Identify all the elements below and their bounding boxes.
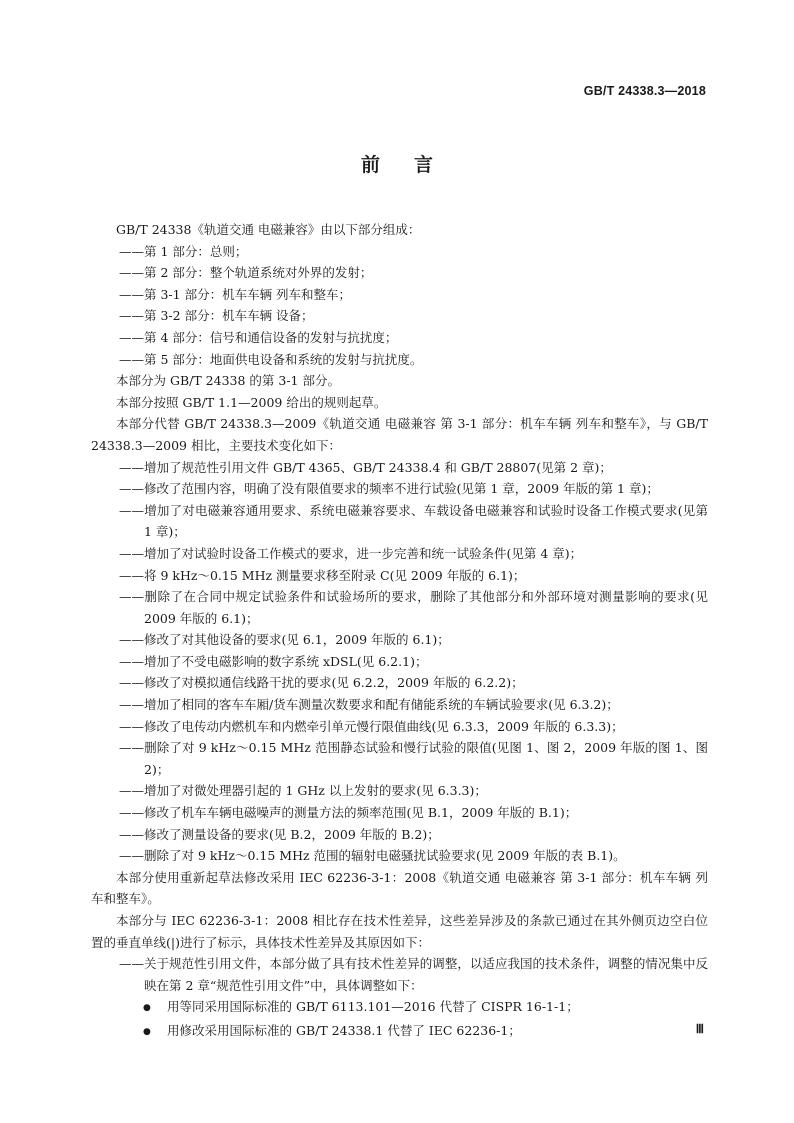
paragraph: GB/T 24338《轨道交通 电磁兼容》由以下部分组成： (116, 222, 421, 237)
em-dash-marker: —— (119, 286, 144, 302)
dash-list-item (91, 845, 708, 867)
standard-code: GB/T 24338.3—2018 (583, 84, 706, 98)
dash-list-item (91, 457, 708, 479)
list-item-text: 关于规范性引用文件，本部分做了具有技术性差异的调整，以适应我国的技术条件，调整的情况集中反映在第 2 章“规范性引用文件”中，具体调整如下： (144, 956, 708, 993)
list-item-text: 增加了相同的客车车厢/货车测量次数要求和配有储能系统的车辆试验要求(见 6.3.2)； (144, 697, 619, 713)
dash-list-item (91, 241, 708, 263)
em-dash-marker: —— (119, 459, 144, 475)
dash-list-item (91, 262, 708, 284)
dash-list-item (91, 500, 708, 543)
em-dash-marker: —— (119, 653, 144, 669)
em-dash-marker: —— (119, 589, 144, 605)
em-dash-marker: —— (119, 675, 144, 691)
list-item-text: 修改了范围内容，明确了没有限值要求的频率不进行试验(见第 1 章，2009 年版的第 1 章)； (144, 481, 659, 497)
dash-list-item (91, 478, 708, 500)
bullet-icon: ● (143, 1003, 151, 1014)
em-dash-marker: —— (119, 545, 144, 561)
paragraph: 本部分代替 GB/T 24338.3—2009《轨道交通 电磁兼容 第 3-1 部分：机车车辆 列车和整车》，与 GB/T 24338.3—2009 相比，主要技术变化如下： (91, 416, 708, 453)
list-item-text: 增加了对试验时设备工作模式的要求，进一步完善和统一试验条件(见第 4 章)； (144, 545, 583, 561)
dash-list-item (91, 824, 708, 846)
em-dash-marker: —— (119, 481, 144, 497)
em-dash-marker: —— (119, 848, 144, 864)
dash-list-item (91, 565, 708, 587)
dash-list-item (91, 586, 708, 629)
list-item-text: 删除了在合同中规定试验条件和试验场所的要求，删除了其他部分和外部环境对测量影响的要求(见 2009 年版的 6.1)； (144, 589, 708, 626)
list-item-text: 修改了对模拟通信线路干扰的要求(见 6.2.2，2009 年版的 6.2.2)； (144, 675, 524, 691)
em-dash-marker: —— (119, 567, 144, 583)
em-dash-marker: —— (119, 243, 144, 259)
dash-list-item (91, 694, 708, 716)
em-dash-marker: —— (119, 329, 144, 345)
list-item-text: 将 9 kHz～0.15 MHz 测量要求移至附录 C(见 2009 年版的 6.1)； (144, 567, 526, 583)
dash-list-item (91, 737, 708, 780)
em-dash-marker: —— (119, 718, 144, 734)
bullet-list-item (91, 1020, 708, 1044)
list-item-text: 修改了电传动内燃机车和内燃牵引单元慢行限值曲线(见 6.3.3，2009 年版的 6.3.3)； (144, 718, 624, 734)
list-item-text: 增加了规范性引用文件 GB/T 4365、GB/T 24338.4 和 GB/T 28807(见第 2 章)； (144, 459, 612, 475)
list-item-text: 增加了对微处理器引起的 1 GHz 以上发射的要求(见 6.3.3)； (144, 783, 487, 799)
em-dash-marker: —— (119, 826, 144, 842)
em-dash-marker: —— (119, 956, 144, 972)
dash-list-item (91, 543, 708, 565)
list-item-text: 第 1 部分：总则； (144, 243, 248, 259)
em-dash-marker: —— (119, 351, 144, 367)
em-dash-marker: —— (119, 502, 144, 518)
list-item-text: 第 2 部分：整个轨道系统对外界的发射； (144, 265, 373, 281)
dash-list-item (91, 284, 708, 306)
em-dash-marker: —— (119, 740, 144, 756)
em-dash-marker: —— (119, 308, 144, 324)
page-number: Ⅲ (695, 1022, 704, 1036)
em-dash-marker: —— (119, 632, 144, 648)
paragraph: 本部分与 IEC 62236-3-1：2008 相比存在技术性差异，这些差异涉及的条款已通过在其外侧页边空白位置的垂直单线(|)进行了标示，具体技术性差异及其原因如下： (91, 913, 708, 950)
em-dash-marker: —— (119, 265, 144, 281)
list-item-text: 第 5 部分：地面供电设备和系统的发射与抗扰度。 (144, 351, 423, 367)
paragraph: 本部分按照 GB/T 1.1—2009 给出的规则起草。 (116, 394, 387, 410)
list-item-text: 第 4 部分：信号和通信设备的发射与抗扰度； (144, 329, 398, 345)
list-item-text: 修改了机车车辆电磁噪声的测量方法的频率范围(见 B.1，2009 年版的 B.1)； (144, 805, 578, 821)
list-item-text: 用等同采用国际标准的 GB/T 6113.101—2016 代替了 CISPR 16-1-1； (167, 999, 579, 1015)
paragraph: 本部分为 GB/T 24338 的第 3-1 部分。 (116, 373, 340, 389)
list-item-text: 第 3-2 部分：机车车辆 设备； (144, 308, 314, 324)
list-item-text: 删除了对 9 kHz～0.15 MHz 范围的辐射电磁骚扰试验要求(见 2009 年版的表 B.1)。 (144, 848, 626, 864)
document-body (91, 219, 708, 1044)
dash-list-item (91, 651, 708, 673)
page-title: 前言 (360, 154, 467, 176)
list-item-text: 删除了对 9 kHz～0.15 MHz 范围静态试验和慢行试验的限值(见图 1、图 2，2009 年版的图 1、图 2)； (144, 740, 708, 777)
dash-list-item (91, 672, 708, 694)
paragraph: 本部分使用重新起草法修改采用 IEC 62236-3-1：2008《轨道交通 电磁兼容 第 3-1 部分：机车车辆 列车和整车》。 (91, 869, 708, 907)
dash-list-item (91, 305, 708, 327)
list-item-text: 修改了对其他设备的要求(见 6.1，2009 年版的 6.1)； (144, 632, 450, 648)
list-item-text: 增加了不受电磁影响的数字系统 xDSL(见 6.2.1)； (144, 653, 428, 669)
list-item-text: 第 3-1 部分：机车车辆 列车和整车； (144, 286, 352, 302)
dash-list-item (91, 629, 708, 651)
em-dash-marker: —— (119, 697, 144, 713)
bullet-icon: ● (143, 1026, 151, 1037)
dash-list-item (91, 780, 708, 802)
dash-list-item (91, 716, 708, 738)
list-item-text: 用修改采用国际标准的 GB/T 24338.1 代替了 IEC 62236-1； (167, 1022, 521, 1038)
bullet-list-item (91, 996, 708, 1020)
em-dash-marker: —— (119, 805, 144, 821)
em-dash-marker: —— (119, 783, 144, 799)
dash-list-item (91, 327, 708, 349)
dash-list-item (91, 802, 708, 824)
dash-list-item (91, 953, 708, 996)
dash-list-item (91, 349, 708, 371)
list-item-text: 增加了对电磁兼容通用要求、系统电磁兼容要求、车载设备电磁兼容和试验时设备工作模式要求(见第 1 章)； (144, 502, 708, 540)
list-item-text: 修改了测量设备的要求(见 B.2，2009 年版的 B.2)； (144, 826, 440, 842)
